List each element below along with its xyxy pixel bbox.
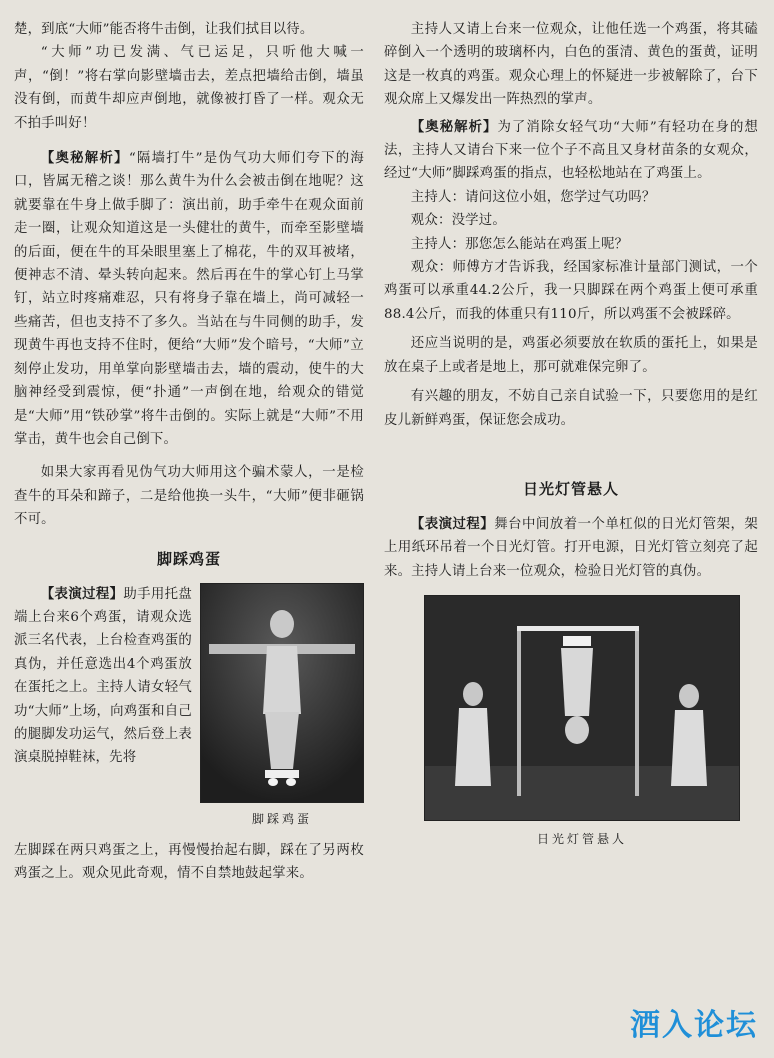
paragraph: 如果大家再看见伪气功大师用这个骗术蒙人，一是检查牛的耳朵和蹄子，二是给他换一头牛，“大师”便非砸锅不可。 <box>14 465 364 528</box>
fluorescent-tube-suspension-photo <box>424 595 740 821</box>
egg-section-block <box>14 583 364 839</box>
performance-paragraph <box>384 513 758 583</box>
dialog-line: 主持人：请问这位小姐，您学过气功吗？ <box>410 189 656 205</box>
dialog-line: 主持人：那您怎么能站在鸡蛋上呢？ <box>410 236 629 252</box>
section-title-egg: 脚踩鸡蛋 <box>156 549 221 568</box>
performance-text: 舞台中间放着一个单杠似的日光灯管架，架上用纸环吊着一个日光灯管。打开电源，日光灯管立刻亮了起来。主持人请上台来一位观众，检验日光灯管的真伪。 <box>384 516 758 579</box>
analysis-tag: 【奥秘解析】 <box>410 118 498 135</box>
analysis-text: “隔墙打牛”是伪气功大师们夸下的海口，皆属无稽之谈！那么黄牛为什么会被击倒在地呢？这就要靠在牛身上做手脚了：演出前，助手牵牛在观众面前走一圈，让观众知道这是一头健壮的黄牛，而牵至影壁墙的后面，便在牛的耳朵眼里塞上了棉花，牛的双耳被堵，便神志不清、晕头转向起来。然后再在牛的掌心钉上马掌钉，站立时疼痛难忍，只有将身子靠在墙上，尚可减轻一些痛苦，但也支持不了多久。当站在与牛同侧的助手，发现黄牛再也支持不住时，便给“大师”发个暗号，“大师”立刻停止发功，用单掌向影壁墙击去，墙的震动，使牛的大脑神经受到震惊，便“扑通”一声倒在地，给观众的错觉是“大师”用“铁砂掌”将牛击倒的。实际上就是“大师”不用掌击，黄牛也会自己倒下。 <box>14 151 365 447</box>
photo-caption: 日光灯管悬人 <box>536 832 627 847</box>
analysis-paragraph <box>384 116 758 186</box>
tube-photo-figure <box>424 595 740 851</box>
egg-photo-figure <box>200 583 364 831</box>
photo-caption: 脚踩鸡蛋 <box>251 811 312 826</box>
performance-paragraph <box>14 583 192 770</box>
paragraph: 楚，到底“大师”能否将牛击倒，让我们拭目以待。 <box>14 22 314 37</box>
paragraph: 有兴趣的朋友，不妨自己亲自试验一下，只要您用的是红皮儿新鲜鸡蛋，保证您会成功。 <box>384 389 758 428</box>
dialog-line: 观众：没学过。 <box>410 213 506 229</box>
right-column <box>384 18 758 857</box>
left-column <box>14 18 364 885</box>
performance-text: 助手用托盘端上台来6个鸡蛋，请观众选派三名代表，上台检查鸡蛋的真伪，并任意选出4个鸡蛋放在蛋托之上。主持人请女轻气功“大师”上场，向鸡蛋和自己的腿脚发功运气，然后登上表演桌脱掉鞋袜，先将 <box>14 586 193 766</box>
forum-watermark: 酒入论坛 <box>630 1008 758 1043</box>
paragraph: 还应当说明的是，鸡蛋必须要放在软质的蛋托上，如果是放在桌子上或者是地上，那可就难保完卵了。 <box>384 336 758 375</box>
section-title-tube: 日光灯管悬人 <box>522 479 619 498</box>
paragraph: 左脚踩在两只鸡蛋之上，再慢慢抬起右脚，踩在了另两枚鸡蛋之上。观众见此奇观，情不自禁地鼓起掌来。 <box>14 842 364 881</box>
performance-tag: 【表演过程】 <box>40 585 124 602</box>
egg-standing-photo <box>200 583 364 803</box>
analysis-tag: 【奥秘解析】 <box>40 150 129 167</box>
paragraph: “大师”功已发满、气已运足，只听他大喊一声，“倒！”将右掌向影壁墙击去，差点把墙给击倒，墙虽没有倒，而黄牛却应声倒地，就像被打昏了一样。观众无不拍手叫好！ <box>14 45 364 131</box>
analysis-text: 为了消除女轻气功“大师”有轻功在身的想法，主持人又请台下来一位个子不高且又身材苗条的女观众，经过“大师”脚踩鸡蛋的指点，也轻松地站在了鸡蛋上。 <box>384 119 759 182</box>
tube-photo-wrap <box>384 595 758 857</box>
analysis-paragraph <box>14 147 364 451</box>
paragraph: 观众：师傅方才告诉我，经国家标准计量部门测试，一个鸡蛋可以承重44.2公斤，我一只脚踩在两个鸡蛋上便可承重88.4公斤，而我的体重只有110斤，所以鸡蛋不会被踩碎。 <box>384 260 758 322</box>
paragraph: 主持人又请上台来一位观众，让他任选一个鸡蛋，将其磕碎倒入一个透明的玻璃杯内，白色的蛋清、黄色的蛋黄，证明这是一枚真的鸡蛋。观众心理上的怀疑进一步被解除了，台下观众席上又爆发出一阵热烈的掌声。 <box>384 22 758 108</box>
performance-tag: 【表演过程】 <box>410 515 495 532</box>
